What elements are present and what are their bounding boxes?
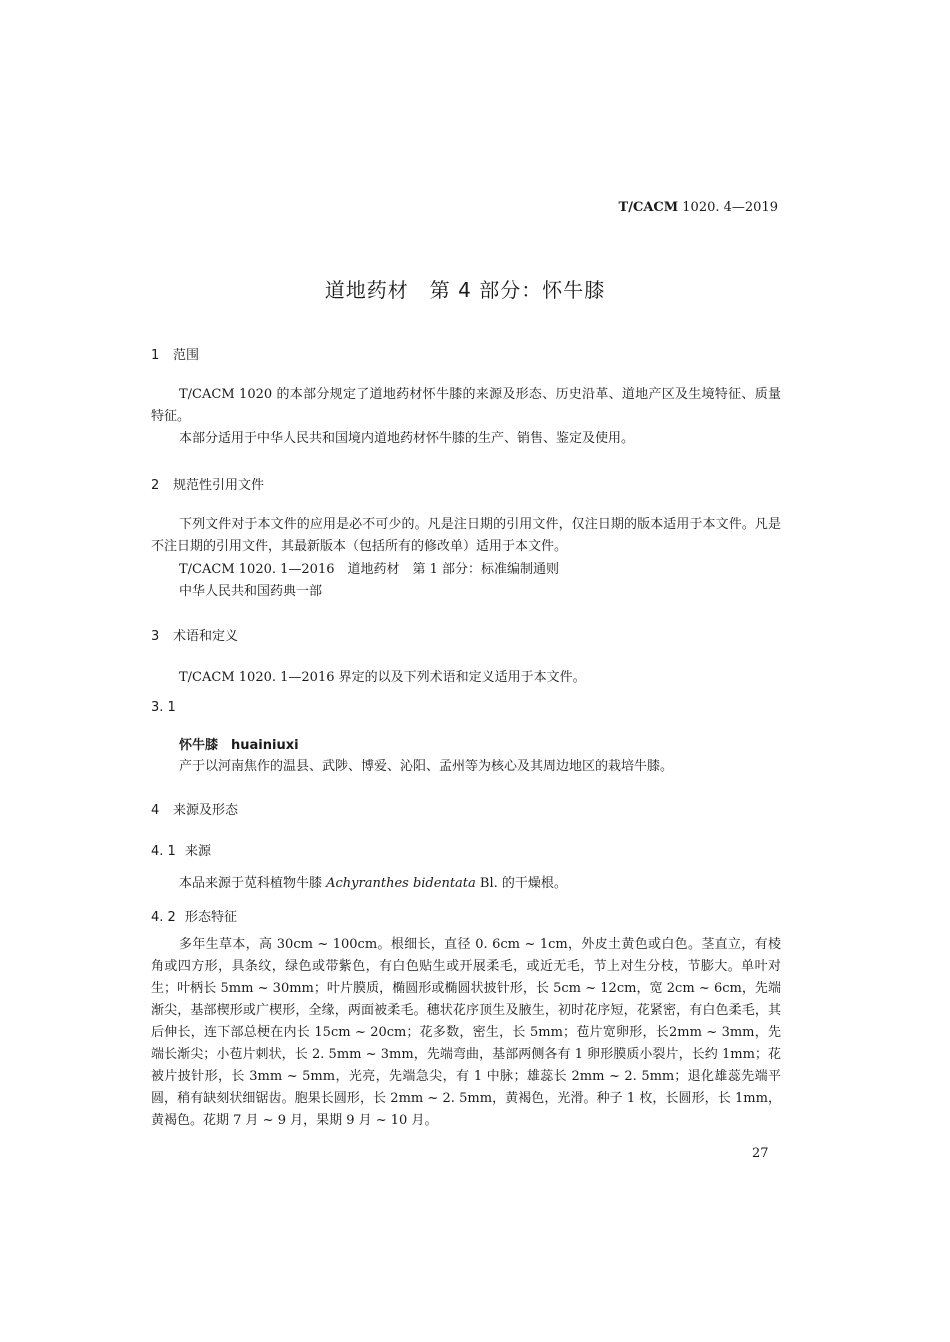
page-number: 27 xyxy=(752,1146,769,1161)
section-number: 3 xyxy=(151,629,160,644)
paragraph-references: 下列文件对于本文件的应用是必不可少的。凡是注日期的引用文件，仅注日期的版本适用于本文件。凡是不注日期的引用文件，其最新版本（包括所有的修改单）适用于本文件。 xyxy=(151,517,781,554)
document-code-suffix: 1020. 4—2019 xyxy=(682,200,778,215)
source-text-post: Bl. 的干燥根。 xyxy=(475,876,567,891)
section-heading-3 xyxy=(151,625,238,644)
subsection-number-3-1: 3. 1 xyxy=(151,700,176,715)
section-number: 4 xyxy=(151,803,160,818)
document-code-prefix: T/CACM xyxy=(618,200,679,215)
section-title: 术语和定义 xyxy=(173,629,239,644)
section-heading-2 xyxy=(151,474,264,493)
paragraph-scope-1: T/CACM 1020 的本部分规定了道地药材怀牛膝的来源及形态、历史沿革、道地产区及生境特征、质量特征。 xyxy=(151,387,781,424)
section-number: 1 xyxy=(151,348,160,363)
page-title: 道地药材 第 4 部分：怀牛膝 xyxy=(324,278,606,302)
subsection-number: 4. 2 xyxy=(151,910,176,925)
source-paragraph xyxy=(179,872,567,891)
section-title: 范围 xyxy=(173,348,200,363)
source-text-pre: 本品来源于苋科植物牛膝 xyxy=(179,876,327,891)
morphology-paragraph: 多年生草本，高 30cm ~ 100cm。根细长，直径 0. 6cm ~ 1cm，外皮土黄色或白色。茎直立，有棱角或四方形，具条纹，绿色或带紫色，有白色贴生或开展柔毛，或近无毛，节上对生分枝，节膨大。单叶对生；叶柄长 5mm ~ 30mm；叶片膜质，椭圆形或椭圆状披针形，长 5cm ~ 12cm，宽 2cm ~ 6cm，先端渐尖，基部楔形或广楔形，全缘，两面被柔毛。穗状花序顶生及腋生，初时花序短，花紧密，有白色柔毛，其后伸长，连下部总梗在内长 15cm ~ 20cm；花多数，密生，长 5mm；苞片宽卵形，长2mm ~ 3mm，先端长渐尖；小苞片刺状，长 2. 5mm ~ 3mm，先端弯曲，基部两侧各有 1 卵形膜质小裂片，长约 1mm；花被片披针形，长 3mm ~ 5mm，光亮，先端急尖，有 1 中脉；雄蕊长 2mm ~ 2. 5mm；退化雄蕊先端平圆，稍有缺刻状细锯齿。胞果长圆形，长 2mm ~ 2. 5mm，黄褐色，光滑。种子 1 枚，长圆形，长 1mm，黄褐色。花期 7 月 ~ 9 月，果期 9 月 ~ 10 月。 xyxy=(151,937,781,1128)
subsection-number: 4. 1 xyxy=(151,844,176,859)
subsection-heading-4-1 xyxy=(151,840,211,859)
section-heading-4 xyxy=(151,799,238,818)
term-definition: 产于以河南焦作的温县、武陟、博爱、沁阳、孟州等为核心及其周边地区的栽培牛膝。 xyxy=(179,759,674,774)
reference-item-1: T/CACM 1020. 1—2016 道地药材 第 1 部分：标准编制通则 xyxy=(179,562,560,577)
latin-name: Achyranthes bidentata xyxy=(326,876,476,891)
paragraph-terms: T/CACM 1020. 1—2016 界定的以及下列术语和定义适用于本文件。 xyxy=(179,670,586,685)
section-title: 来源及形态 xyxy=(173,803,239,818)
document-code xyxy=(619,200,778,215)
subsection-title: 来源 xyxy=(185,844,212,859)
section-title: 规范性引用文件 xyxy=(173,478,265,493)
subsection-title: 形态特征 xyxy=(185,910,238,925)
section-number: 2 xyxy=(151,478,160,493)
subsection-heading-4-2 xyxy=(151,906,237,925)
term-entry: 怀牛膝 huainiuxi xyxy=(179,738,299,753)
reference-item-2: 中华人民共和国药典一部 xyxy=(179,584,323,599)
paragraph-scope-2: 本部分适用于中华人民共和国境内道地药材怀牛膝的生产、销售、鉴定及使用。 xyxy=(179,431,635,446)
section-heading-1 xyxy=(151,344,199,363)
